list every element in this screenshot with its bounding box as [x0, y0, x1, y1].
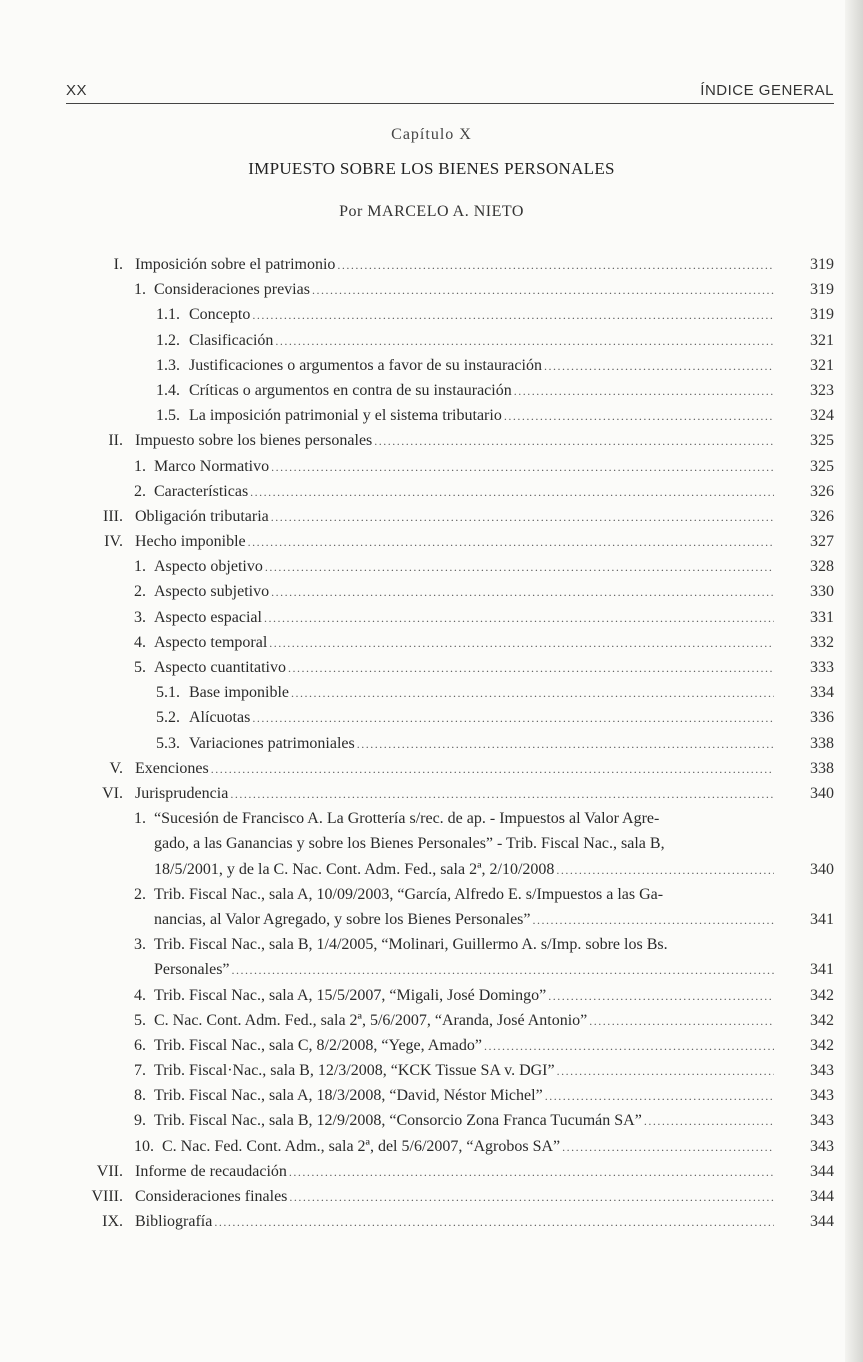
toc-entry	[0, 1134, 863, 1159]
toc-entry-number: V.	[109, 759, 123, 777]
toc-entry-title: gado, a las Ganancias y sobre los Bienes Personales” - Trib. Fiscal Nac., sala B,	[154, 835, 665, 853]
toc-entry-line	[135, 529, 776, 554]
dot-leader	[288, 656, 774, 681]
dot-leader	[271, 455, 774, 480]
toc-entry	[0, 554, 863, 579]
toc-entry-page: 334	[810, 684, 834, 702]
dot-leader	[289, 1185, 774, 1210]
toc-entry-line	[135, 252, 776, 277]
toc-entry-text	[154, 630, 776, 655]
toc-entry-page: 319	[810, 306, 834, 324]
toc-entry-line	[154, 806, 776, 831]
toc-entry-title: Aspecto temporal	[154, 633, 268, 651]
toc-entry-title: 18/5/2001, y de la C. Nac. Cont. Adm. Fed., sala 2ª, 2/10/2008	[154, 860, 555, 878]
toc-entry-page: 321	[810, 331, 834, 349]
toc-entry-line	[154, 655, 776, 680]
toc-entry-title: Variaciones patrimoniales	[189, 734, 355, 752]
toc-entry	[0, 277, 863, 302]
toc-entry-line	[189, 353, 776, 378]
toc-entry-page: 341	[810, 910, 834, 928]
toc-entry-page: 343	[810, 1087, 834, 1105]
toc-entry	[0, 1033, 863, 1058]
toc-entry-title: Aspecto espacial	[154, 608, 262, 626]
toc-entry-line	[135, 428, 776, 453]
toc-entry-text	[135, 252, 776, 277]
toc-entry-text	[189, 705, 776, 730]
toc-entry-number: VIII.	[91, 1188, 123, 1205]
toc-entry-number: 1.	[134, 457, 146, 475]
toc-entry-line	[154, 479, 776, 504]
toc-entry-text	[154, 579, 776, 604]
toc-entry-number: VI.	[102, 784, 123, 802]
dot-leader	[544, 354, 774, 379]
toc-entry-line	[162, 1134, 776, 1159]
toc-entry-page: 326	[810, 507, 834, 525]
toc-entry-line	[154, 630, 776, 655]
toc-entry-number: 5.3.	[156, 734, 180, 752]
toc-entry-line	[154, 882, 776, 907]
dot-leader	[504, 404, 774, 429]
dot-leader	[214, 1210, 774, 1235]
toc-entry-number: VII.	[96, 1162, 123, 1180]
toc-entry-title: Trib. Fiscal Nac., sala B, 1/4/2005, “Molinari, Guillermo A. s/Imp. sobre los Bs.	[154, 936, 668, 954]
toc-entry-title: Críticas o argumentos en contra de su instauración	[189, 381, 512, 399]
dot-leader	[252, 706, 774, 731]
toc-entry-number: 2.	[134, 885, 146, 903]
dot-leader	[252, 303, 774, 328]
toc-entry-text	[189, 302, 776, 327]
toc-entry-title: Personales”	[154, 961, 230, 979]
toc-entry-line	[154, 1008, 776, 1033]
toc-entry-title: C. Nac. Cont. Adm. Fed., sala 2ª, 5/6/2007, “Aranda, José Antonio”	[154, 1011, 588, 1029]
toc-entry	[0, 302, 863, 327]
dot-leader	[271, 505, 774, 530]
toc-entry-number: 3.	[134, 608, 146, 626]
toc-entry-page: 326	[810, 482, 834, 500]
toc-entry-page: 343	[810, 1137, 834, 1155]
dot-leader	[230, 782, 774, 807]
toc-entry-title: Alícuotas	[189, 709, 251, 727]
toc-entry	[0, 705, 863, 730]
dot-leader	[337, 253, 774, 278]
toc-entry	[0, 1058, 863, 1083]
dot-leader	[589, 1009, 774, 1034]
toc-entry-line	[154, 1108, 776, 1133]
toc-entry	[0, 680, 863, 705]
toc-entry-line	[154, 1033, 776, 1058]
toc-entry-line	[135, 1159, 776, 1184]
toc-entry-line	[135, 1184, 776, 1209]
toc-entry-text	[154, 655, 776, 680]
toc-entry-line	[154, 1083, 776, 1108]
dot-leader	[248, 530, 774, 555]
toc-entry-text	[154, 479, 776, 504]
toc-entry-number: 1.3.	[156, 356, 180, 374]
toc-entry-line	[154, 907, 776, 932]
dot-leader	[557, 1059, 774, 1084]
toc-entry-number: 1.	[134, 558, 146, 576]
toc-entry-text	[154, 983, 776, 1008]
toc-entry-text	[189, 403, 776, 428]
toc-entry-line	[189, 328, 776, 353]
toc-entry-page: 319	[810, 256, 834, 273]
toc-entry-title: Características	[154, 482, 249, 500]
toc-entry-text	[189, 378, 776, 403]
toc-entry-title: Trib. Fiscal Nac., sala A, 15/5/2007, “Migali, José Domingo”	[154, 986, 547, 1004]
toc-entry-number: 7.	[134, 1062, 146, 1080]
toc-entry-text	[135, 756, 776, 781]
toc-entry-line	[189, 705, 776, 730]
toc-entry-text	[135, 504, 776, 529]
toc-entry-text	[135, 428, 776, 453]
toc-entry-number: 1.2.	[156, 331, 180, 349]
toc-entry-number: 2.	[134, 583, 146, 601]
chapter-label: Capítulo X	[391, 126, 472, 143]
dot-leader	[562, 1135, 774, 1160]
toc-entry-number: 1.1.	[156, 306, 180, 324]
toc-entry-title: “Sucesión de Francisco A. La Grottería s/rec. de ap. - Impuestos al Valor Agre-	[154, 810, 660, 828]
toc-entry-line	[135, 756, 776, 781]
running-title: ÍNDICE GENERAL	[700, 82, 834, 99]
toc-entry	[0, 630, 863, 655]
toc-entry	[0, 378, 863, 403]
toc-entry-title: Base imponible	[189, 684, 289, 702]
toc-entry-number: III.	[103, 507, 123, 525]
toc-entry	[0, 781, 863, 806]
toc-entry-number: 4.	[134, 986, 146, 1004]
toc-entry-number: II.	[108, 432, 123, 450]
chapter-author: Por MARCELO A. NIETO	[339, 203, 524, 220]
toc-entry-title: Justificaciones o argumentos a favor de su instauración	[189, 356, 542, 374]
dot-leader	[269, 631, 774, 656]
toc-entry-page: 343	[810, 1062, 834, 1080]
toc-entry-text	[162, 1134, 776, 1159]
toc-entry-title: Informe de recaudación	[135, 1162, 287, 1180]
toc-entry-title: Aspecto subjetivo	[154, 583, 270, 601]
toc-entry	[0, 731, 863, 756]
toc-entry-text	[154, 277, 776, 302]
dot-leader	[271, 580, 774, 605]
toc-entry	[0, 932, 863, 982]
toc-entry	[0, 1159, 863, 1184]
toc-entry-page: 328	[810, 558, 834, 576]
toc-entry	[0, 579, 863, 604]
toc-entry-text	[189, 328, 776, 353]
dot-leader	[232, 958, 774, 983]
toc-entry	[0, 252, 863, 277]
chapter-title: IMPUESTO SOBRE LOS BIENES PERSONALES	[248, 159, 615, 178]
toc-entry-text	[154, 1008, 776, 1033]
toc-entry-text	[189, 353, 776, 378]
toc-entry-title: Trib. Fiscal Nac., sala C, 8/2/2008, “Yege, Amado”	[154, 1036, 482, 1054]
toc-entry-line	[154, 983, 776, 1008]
toc-entry-title: Imposición sobre el patrimonio	[135, 256, 336, 273]
toc-entry-page: 344	[810, 1188, 834, 1205]
toc-entry	[0, 1083, 863, 1108]
dot-leader	[211, 757, 774, 782]
toc-entry	[0, 454, 863, 479]
toc-entry-number: 4.	[134, 633, 146, 651]
toc-entry-text	[135, 529, 776, 554]
toc-entry-title: Clasificación	[189, 331, 274, 349]
toc-entry-title: La imposición patrimonial y el sistema tributario	[189, 407, 502, 425]
toc-entry-title: Consideraciones previas	[154, 281, 310, 299]
toc-entry-text	[135, 1159, 776, 1184]
toc-entry-text	[189, 680, 776, 705]
toc-entry	[0, 353, 863, 378]
toc-entry	[0, 504, 863, 529]
toc-entry-line	[154, 605, 776, 630]
toc-entry-page: 323	[810, 381, 834, 399]
toc-entry-page: 343	[810, 1112, 834, 1130]
toc-entry-number: 3.	[134, 936, 146, 954]
toc-entry	[0, 479, 863, 504]
toc-entry-title: Aspecto cuantitativo	[154, 659, 286, 676]
toc-entry-title: Hecho imponible	[135, 533, 246, 551]
toc-entry-title: Bibliografía	[135, 1213, 213, 1231]
dot-leader	[533, 908, 775, 933]
running-header	[66, 80, 834, 104]
toc-entry-title: Trib. Fiscal Nac., sala B, 12/9/2008, “Consorcio Zona Franca Tucumán SA”	[154, 1112, 642, 1130]
toc-entry-page: 319	[810, 281, 834, 299]
toc-entry-text	[154, 605, 776, 630]
toc-entry-title: Concepto	[189, 306, 251, 324]
toc-entry-title: Exenciones	[135, 759, 209, 777]
toc-entry-title: Impuesto sobre los bienes personales	[135, 432, 373, 450]
toc-entry-text	[154, 882, 776, 932]
toc-entry-page: 342	[810, 1036, 834, 1054]
toc-entry	[0, 403, 863, 428]
dot-leader	[289, 1160, 774, 1185]
toc-entry	[0, 655, 863, 680]
toc-entry-line	[189, 302, 776, 327]
toc-entry-page: 336	[810, 709, 834, 727]
toc-entry	[0, 529, 863, 554]
toc-entry	[0, 806, 863, 882]
toc-entry-line	[135, 781, 776, 806]
toc-entry-text	[154, 454, 776, 479]
toc-entry	[0, 328, 863, 353]
toc-entry	[0, 983, 863, 1008]
toc-entry-number: 1.	[134, 810, 146, 828]
toc-entry-number: IV.	[104, 533, 123, 551]
toc-entry	[0, 1008, 863, 1033]
toc-entry-title: Trib. Fiscal Nac., sala A, 10/09/2003, “García, Alfredo E. s/Impuestos a las Ga-	[154, 885, 664, 903]
toc-entry-title: Marco Normativo	[154, 457, 270, 475]
toc-entry-number: 9.	[134, 1112, 146, 1130]
toc-entry-number: I.	[113, 256, 123, 273]
dot-leader	[357, 732, 774, 757]
toc-entry-text	[189, 731, 776, 756]
toc-entry-line	[189, 731, 776, 756]
toc-entry-text	[135, 781, 776, 806]
toc-entry-text	[135, 1184, 776, 1209]
toc-entry-page: 330	[810, 583, 834, 601]
toc-entry-page: 344	[810, 1213, 834, 1231]
toc-entry-line	[154, 932, 776, 957]
header-rule	[66, 103, 834, 104]
toc-entry-page: 332	[810, 633, 834, 651]
toc-entry-number: 1.5.	[156, 407, 180, 425]
dot-leader	[514, 379, 774, 404]
toc-entry-page: 327	[810, 533, 834, 551]
toc-entry-page: 321	[810, 356, 834, 374]
toc-entry	[0, 756, 863, 781]
toc-entry-number: IX.	[102, 1213, 123, 1231]
toc-entry-line	[189, 403, 776, 428]
toc-entry-number: 10.	[134, 1137, 154, 1155]
toc-entry-title: Jurisprudencia	[135, 784, 229, 802]
toc-entry-title: Trib. Fiscal·Nac., sala B, 12/3/2008, “KCK Tissue SA v. DGI”	[154, 1062, 555, 1080]
dot-leader	[265, 555, 774, 580]
toc-entry-line	[154, 857, 776, 882]
dot-leader	[548, 984, 774, 1009]
table-of-contents	[0, 252, 863, 1234]
toc-entry-line	[135, 504, 776, 529]
toc-entry-page: 344	[810, 1162, 834, 1180]
toc-entry-number: 2.	[134, 482, 146, 500]
toc-entry-number: 5.	[134, 659, 146, 676]
dot-leader	[264, 606, 774, 631]
toc-entry-line	[135, 1209, 776, 1234]
toc-entry-line	[154, 277, 776, 302]
dot-leader	[291, 681, 774, 706]
toc-entry-line	[154, 554, 776, 579]
toc-entry-page: 341	[810, 961, 834, 979]
toc-entry-text	[154, 1083, 776, 1108]
toc-entry-number: 6.	[134, 1036, 146, 1054]
toc-entry-text	[154, 1058, 776, 1083]
dot-leader	[644, 1109, 774, 1134]
toc-entry-line	[189, 378, 776, 403]
dot-leader	[312, 278, 774, 303]
toc-entry-number: 1.	[134, 281, 146, 299]
dot-leader	[275, 329, 774, 354]
toc-entry	[0, 882, 863, 932]
toc-entry-page: 325	[810, 432, 834, 450]
toc-entry-page: 333	[810, 659, 834, 676]
toc-entry-line	[154, 454, 776, 479]
toc-entry-text	[154, 932, 776, 982]
toc-entry-number: 1.4.	[156, 381, 180, 399]
dot-leader	[250, 480, 774, 505]
toc-entry-page: 324	[810, 407, 834, 425]
toc-entry-number: 5.2.	[156, 709, 180, 727]
toc-entry-number: 8.	[134, 1087, 146, 1105]
toc-entry-page: 338	[810, 734, 834, 752]
toc-entry-text	[154, 554, 776, 579]
toc-entry-text	[154, 1108, 776, 1133]
page-number-roman: XX	[66, 82, 88, 99]
dot-leader	[484, 1034, 774, 1059]
toc-entry-title: Aspecto objetivo	[154, 558, 263, 576]
toc-entry	[0, 1108, 863, 1133]
toc-entry-number: 5.1.	[156, 684, 180, 702]
toc-entry	[0, 428, 863, 453]
toc-entry-line	[189, 680, 776, 705]
dot-leader	[374, 429, 774, 454]
toc-entry	[0, 1184, 863, 1209]
toc-entry-line	[154, 957, 776, 982]
toc-entry-number: 5.	[134, 1011, 146, 1029]
toc-entry-page: 340	[810, 784, 834, 802]
toc-entry	[0, 605, 863, 630]
toc-entry-line	[154, 579, 776, 604]
toc-entry-text	[154, 1033, 776, 1058]
toc-entry-page: 325	[810, 457, 834, 475]
dot-leader	[556, 858, 774, 883]
toc-entry-title: nancias, al Valor Agregado, y sobre los Bienes Personales”	[154, 910, 531, 928]
toc-entry-title: Consideraciones finales	[135, 1188, 288, 1205]
toc-entry-page: 342	[810, 986, 834, 1004]
toc-entry-title: C. Nac. Fed. Cont. Adm., sala 2ª, del 5/6/2007, “Agrobos SA”	[162, 1137, 561, 1155]
toc-entry-line	[154, 831, 776, 856]
toc-entry-text	[135, 1209, 776, 1234]
toc-entry-page: 342	[810, 1011, 834, 1029]
dot-leader	[545, 1084, 774, 1109]
toc-entry-title: Obligación tributaria	[135, 507, 269, 525]
toc-entry-text	[154, 806, 776, 882]
toc-entry-title: Trib. Fiscal Nac., sala A, 18/3/2008, “David, Néstor Michel”	[154, 1087, 543, 1105]
toc-entry-page: 340	[810, 860, 834, 878]
toc-entry	[0, 1209, 863, 1234]
toc-entry-page: 338	[810, 759, 834, 777]
toc-entry-page: 331	[810, 608, 834, 626]
toc-entry-line	[154, 1058, 776, 1083]
